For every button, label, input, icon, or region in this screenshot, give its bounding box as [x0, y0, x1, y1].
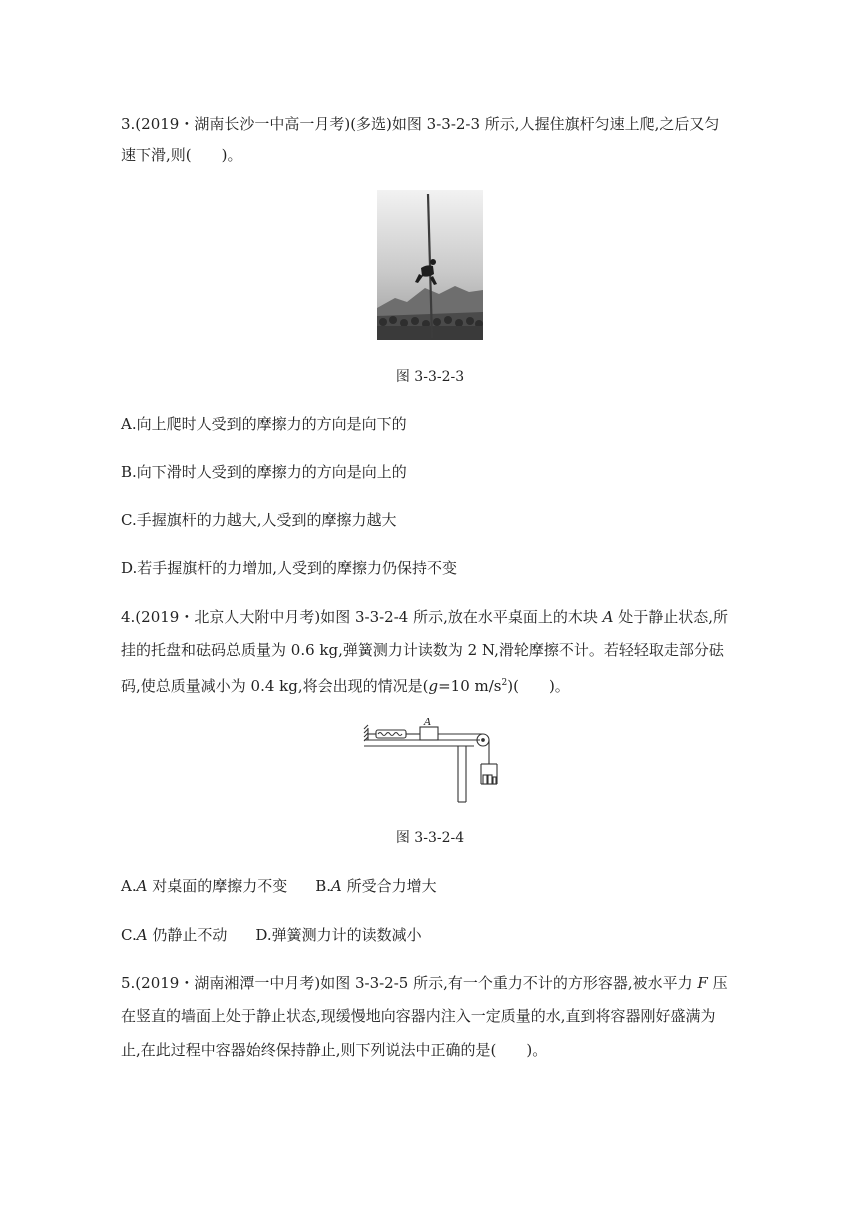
- q3-option-a: A.向上爬时人受到的摩擦力的方向是向下的: [121, 415, 407, 433]
- q3-figure-caption: 图 3-3-2-3: [395, 369, 465, 385]
- q3-stem-line-1: 3.(2019・湖南长沙一中高一月考)(多选)如图 3-3-2-3 所示,人握住旗杆匀速上爬,之后又匀: [121, 115, 720, 133]
- q4-figure-caption: 图 3-3-2-4: [395, 830, 465, 846]
- q5-stem-line-2: 在竖直的墙面上处于静止状态,现缓慢地向容器内注入一定质量的水,直到将容器刚好盛满为: [121, 1007, 716, 1025]
- q5-stem-line-1: 5.(2019・湖南湘潭一中月考)如图 3-3-2-5 所示,有一个重力不计的方形容器,被水平力 F 压: [121, 974, 728, 992]
- q3-option-d: D.若手握旗杆的力增加,人受到的摩擦力仍保持不变: [121, 559, 458, 577]
- table-spring-pulley-diagram: [362, 718, 500, 804]
- q3-stem-line-2: 速下滑,则( )。: [121, 146, 243, 164]
- q4-stem-line-3: 码,使总质量减小为 0.4 kg,将会出现的情况是(g=10 $m/s^2$)( )。: [121, 677, 570, 695]
- q4-option-b: B.A 所受合力增大: [315, 877, 437, 895]
- q4-option-c: C.A 仍静止不动: [121, 926, 228, 944]
- q5-stem-line-3: 止,在此过程中容器始终保持静止,则下列说法中正确的是( )。: [121, 1041, 548, 1059]
- q4-option-d: D.弹簧测力计的读数减小: [255, 926, 422, 944]
- flagpole-climber-photo: [377, 190, 483, 340]
- q4-option-a: A.A 对桌面的摩擦力不变: [121, 877, 288, 895]
- q3-option-c: C.手握旗杆的力越大,人受到的摩擦力越大: [121, 511, 397, 529]
- q4-stem-line-2: 挂的托盘和砝码总质量为 0.6 kg,弹簧测力计读数为 2 N,滑轮摩擦不计。若轻轻取走部分砝: [121, 641, 724, 659]
- q4-stem-line-1: 4.(2019・北京人大附中月考)如图 3-3-2-4 所示,放在水平桌面上的木块 A 处于静止状态,所: [121, 608, 729, 626]
- q3-option-b: B.向下滑时人受到的摩擦力的方向是向上的: [121, 463, 407, 481]
- q4-options-row-1: [121, 876, 437, 896]
- block-a-label: A: [424, 718, 432, 728]
- q4-options-row-2: [121, 925, 422, 945]
